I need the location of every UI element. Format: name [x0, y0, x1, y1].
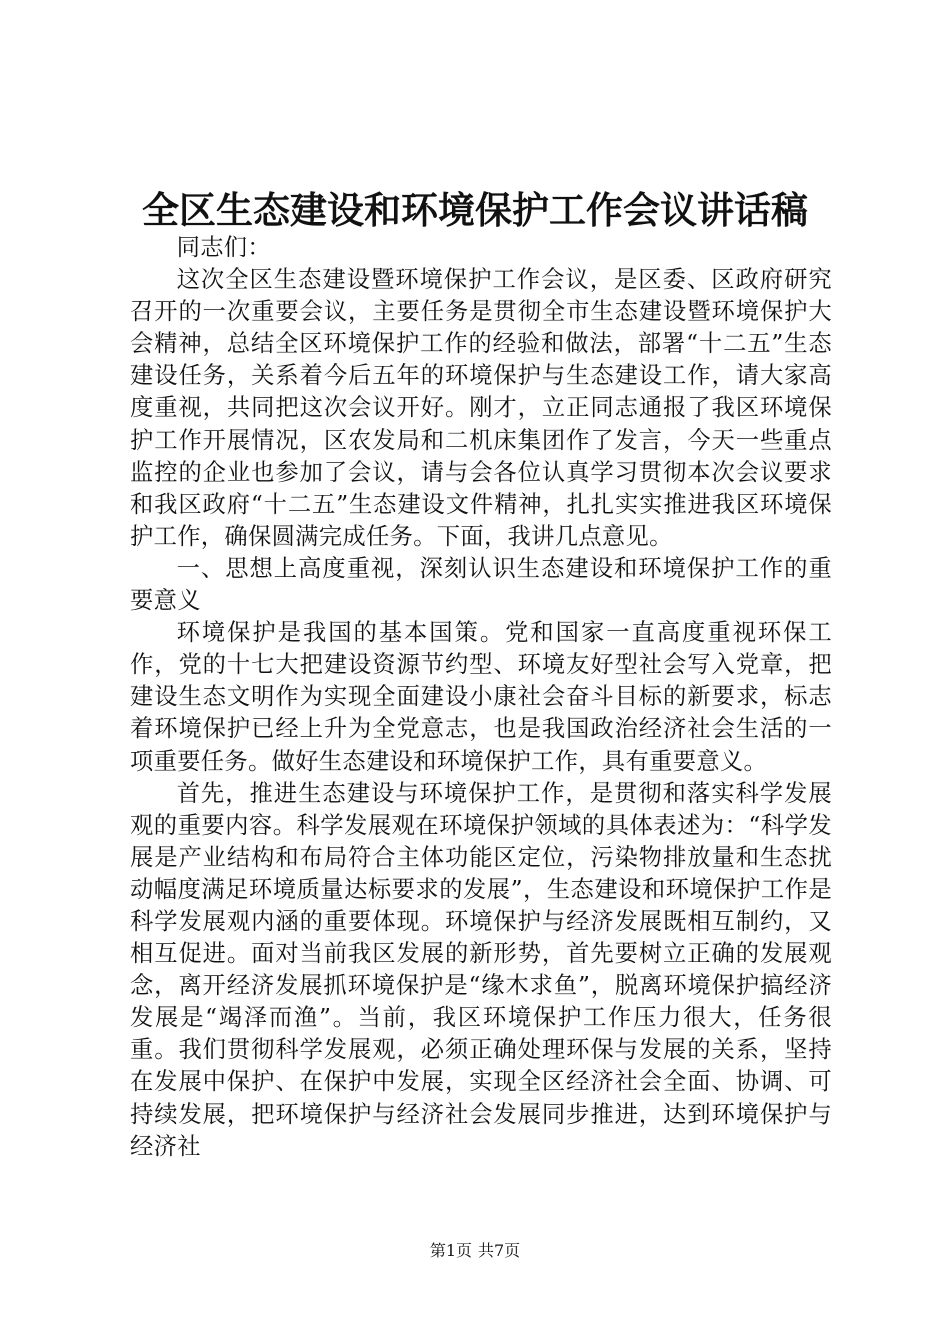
- document-body: [130, 232, 832, 1163]
- intro-paragraph: 这次全区生态建设暨环境保护工作会议，是区委、区政府研究召开的一次重要会议，主要任务是贯彻全市生态建设暨环境保护大会精神，总结全区环境保护工作的经验和做法，部署“十二五”生态建设任务，关系着今后五年的环境保护与生态建设工作，请大家高度重视，共同把这次会议开好。刚才，立正同志通报了我区环境保护工作开展情况，区农发局和二机床集团作了发言，今天一些重点监控的企业也参加了会议，请与会各位认真学习贯彻本次会议要求和我区政府“十二五”生态建设文件精神，扎扎实实推进我区环境保护工作，确保圆满完成任务。下面，我讲几点意见。: [130, 266, 832, 550]
- section-heading-1: 一、思想上高度重视，深刻认识生态建设和环境保护工作的重要意义: [130, 554, 832, 615]
- page-number: 第1页: [429, 1241, 472, 1260]
- body-paragraph: 环境保护是我国的基本国策。党和国家一直高度重视环保工作，党的十七大把建设资源节约型、环境友好型社会写入党章，把建设生态文明作为实现全面建设小康社会奋斗目标的新要求，标志着环境保护已经上升为全党意志，也是我国政治经济社会生活的一项重要任务。做好生态建设和环境保护工作，具有重要意义。: [130, 619, 832, 775]
- page-footer: [0, 1240, 950, 1262]
- body-paragraph: 首先，推进生态建设与环境保护工作，是贯彻和落实科学发展观的重要内容。科学发展观在环境保护领域的具体表述为：“科学发展是产业结构和布局符合主体功能区定位，污染物排放量和生态扰动幅度满足环境质量达标要求的发展”，生态建设和环境保护工作是科学发展观内涵的重要体现。环境保护与经济发展既相互制约，又相互促进。面对当前我区发展的新形势，首先要树立正确的发展观念，离开经济发展抓环境保护是“缘木求鱼”，脱离环境保护搞经济发展是“竭泽而渔”。当前，我区环境保护工作压力很大，任务很重。我们贯彻科学发展观，必须正确处理环保与发展的关系，坚持在发展中保护、在保护中发展，实现全区经济社会全面、协调、可持续发展，把环境保护与经济社会发展同步推进，达到环境保护与经济社: [130, 779, 832, 1160]
- document-title: 全区生态建设和环境保护工作会议讲话稿: [142, 188, 808, 232]
- salutation-paragraph: 同志们：: [176, 234, 271, 261]
- page-total: 共7页: [478, 1241, 521, 1260]
